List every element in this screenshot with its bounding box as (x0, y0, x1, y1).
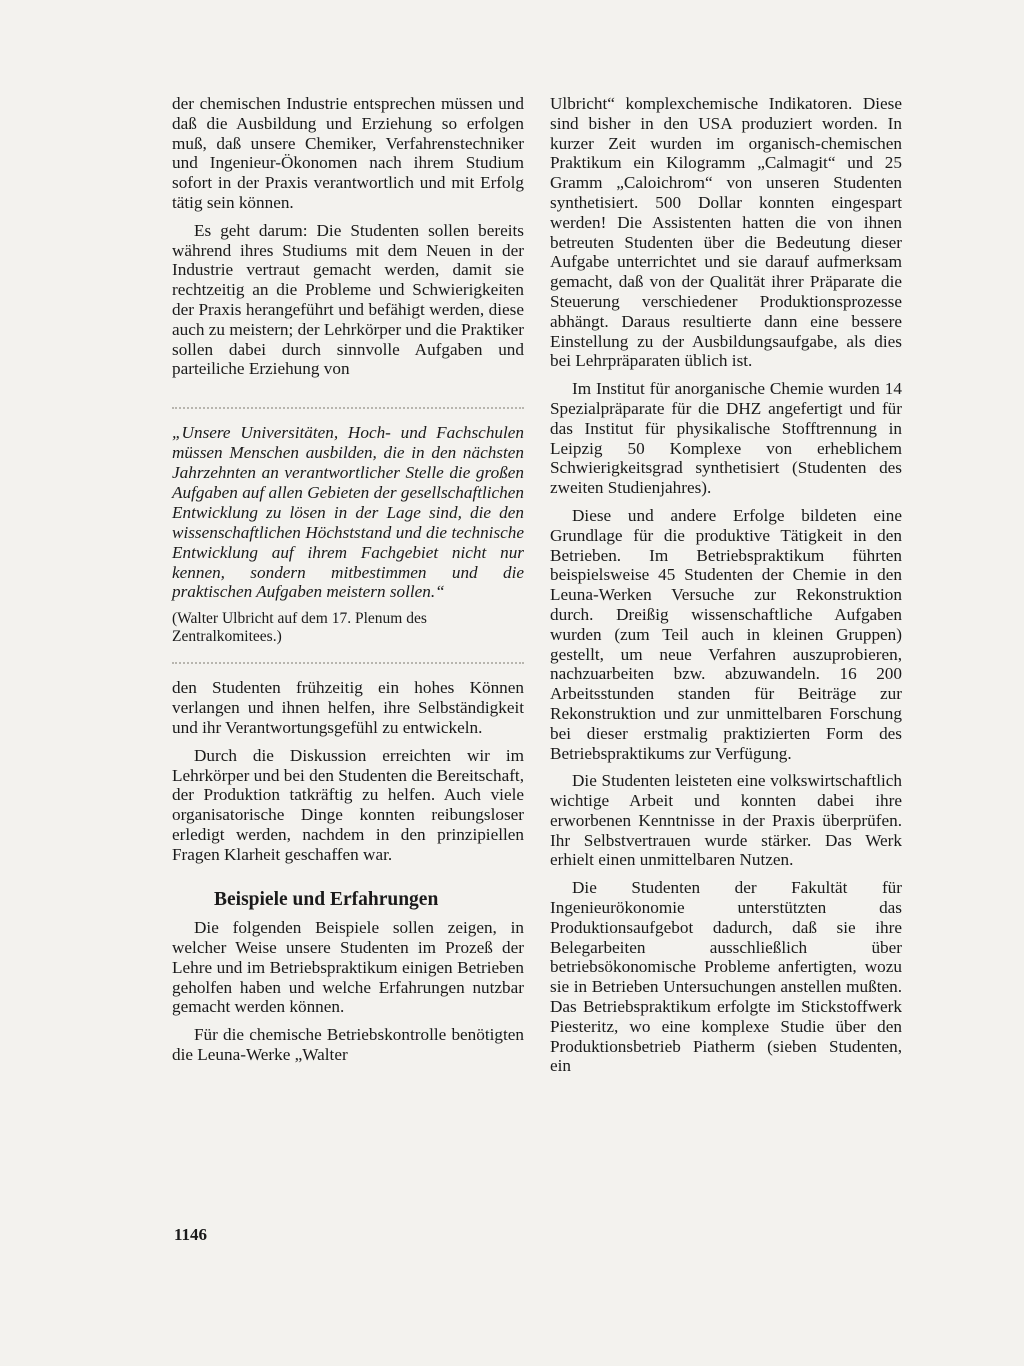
right-column (550, 94, 902, 1084)
paragraph: Ulbricht“ komplexchemische Indikatoren. Diese sind bisher in den USA produziert worden. In kurzer Zeit wurden im organisch-chemischen Praktikum ein Kilogramm „Calmagit“ und 25 Gramm „Caloichrom“ von unseren Studenten synthetisiert. 500 Dollar konnten eingespart werden! Die Assistenten hatten die von ihnen betreuten Studenten über die Bedeutung dieser Aufgabe unterrichtet und sie darauf aufmerksam gemacht, daß von der Qualität ihrer Präparate die Steuerung verschiedener Produktionsprozesse abhängt. Daraus resultierte dann eine bessere Einstellung zu der Ausbildungsaufgabe, als dies bei Lehrpräparaten üblich ist. (550, 94, 902, 371)
paragraph: Für die chemische Betriebskontrolle benötigten die Leuna-Werke „Walter (172, 1025, 524, 1065)
paragraph: Die folgenden Beispiele sollen zeigen, in welcher Weise unsere Studenten im Prozeß der Lehre und im Betriebspraktikum einigen Betrieben geholfen haben und welche Erfahrungen nutzbar gemacht werden können. (172, 918, 524, 1017)
paragraph: Die Studenten leisteten eine volkswirtschaftlich wichtige Arbeit und konnten dabei ihre erworbenen Kenntnisse in der Praxis überprüfen. Ihr Selbstvertrauen wurde stärker. Das Werk erhielt einen unmittelbaren Nutzen. (550, 771, 902, 870)
paragraph: Es geht darum: Die Studenten sollen bereits während ihres Studiums mit dem Neuen in der Industrie vertraut gemacht werden, damit sie rechtzeitig an die Probleme und Schwierigkeiten der Praxis herangeführt und befähigt werden, diese auch zu meistern; der Lehrkörper und die Praktiker sollen dabei durch sinnvolle Aufgaben und parteiliche Erziehung von (172, 220, 524, 379)
dotted-divider (172, 662, 524, 664)
quote-text: „Unsere Universitäten, Hoch- und Fachschulen müssen Menschen ausbilden, die in den nächsten Jahrzehnten an verantwortlicher Stelle die großen Aufgaben auf allen Gebieten der gesellschaftlichen Entwicklung zu lösen in der Lage sind, die den wissenschaftlichen Höchststand und die technische Entwicklung auf ihrem Fachgebiet nicht nur kennen, sondern mitbestimmen und die praktischen Aufgaben meistern sollen.“ (172, 423, 524, 602)
paragraph: Diese und andere Erfolge bildeten eine Grundlage für die produktive Tätigkeit in den Betrieben. Im Betriebspraktikum führten beispielsweise 45 Studenten der Chemie in den Leuna-Werken Versuche zur Rekonstruktion durch. Dreißig wissenschaftliche Aufgaben wurden (zum Teil auch in kleinen Gruppen) gestellt, um neue Verfahren auszuprobieren, nachzuarbeiten bzw. abzuwandeln. 16 200 Arbeitsstunden standen für Beiträge zur Rekonstruktion und zur unmittelbaren Forschung bei dieser erstmalig praktizierten Form des Betriebspraktikums zur Verfügung. (550, 505, 902, 763)
paragraph: der chemischen Industrie entsprechen müssen und daß die Ausbildung und Erziehung so erfolgen muß, daß unsere Chemiker, Verfahrenstechniker und Ingenieur-Ökonomen nach ihrem Studium sofort in der Praxis verantwortlich und mit Erfolg tätig sein können. (172, 94, 524, 212)
quote-box (172, 407, 524, 664)
paragraph: den Studenten frühzeitig ein hohes Können verlangen und ihnen helfen, ihre Selbständigkeit und ihr Verantwortungsgefühl zu entwickeln. (172, 678, 524, 737)
section-heading: Beispiele und Erfahrungen (214, 889, 439, 911)
page-number: 1146 (174, 1225, 208, 1244)
paragraph: Durch die Diskussion erreichten wir im Lehrkörper und bei den Studenten die Bereitschaft, der Produktion tatkräftig zu helfen. Auch viele organisatorische Dinge konnten reibungsloser erledigt werden, nachdem in den prinzipiellen Fragen Klarheit geschaffen war. (172, 745, 524, 864)
dotted-divider (172, 407, 524, 409)
paragraph: Die Studenten der Fakultät für Ingenieurökonomie unterstützten das Produktionsaufgebot dadurch, daß sie ihre Belegarbeiten ausschließlich über betriebsökonomische Probleme anfertigten, wozu sie in Betrieben Untersuchungen anstellen mußten. Das Betriebspraktikum erfolgte im Stickstoffwerk Piesteritz, wo eine komplexe Studie über den Produktionsbetrieb Piatherm (sieben Studenten, ein (550, 878, 902, 1076)
left-column (172, 94, 524, 1073)
quote-source: (Walter Ulbricht auf dem 17. Plenum des Zentralkomitees.) (172, 610, 427, 646)
paragraph: Im Institut für anorganische Chemie wurden 14 Spezialpräparate für die DHZ angefertigt und für das Institut für physikalische Stofftrennung in Leipzig 50 Komplexe von erheblichem Schwierigkeitsgrad synthetisiert (Studenten des zweiten Studienjahres). (550, 379, 902, 498)
